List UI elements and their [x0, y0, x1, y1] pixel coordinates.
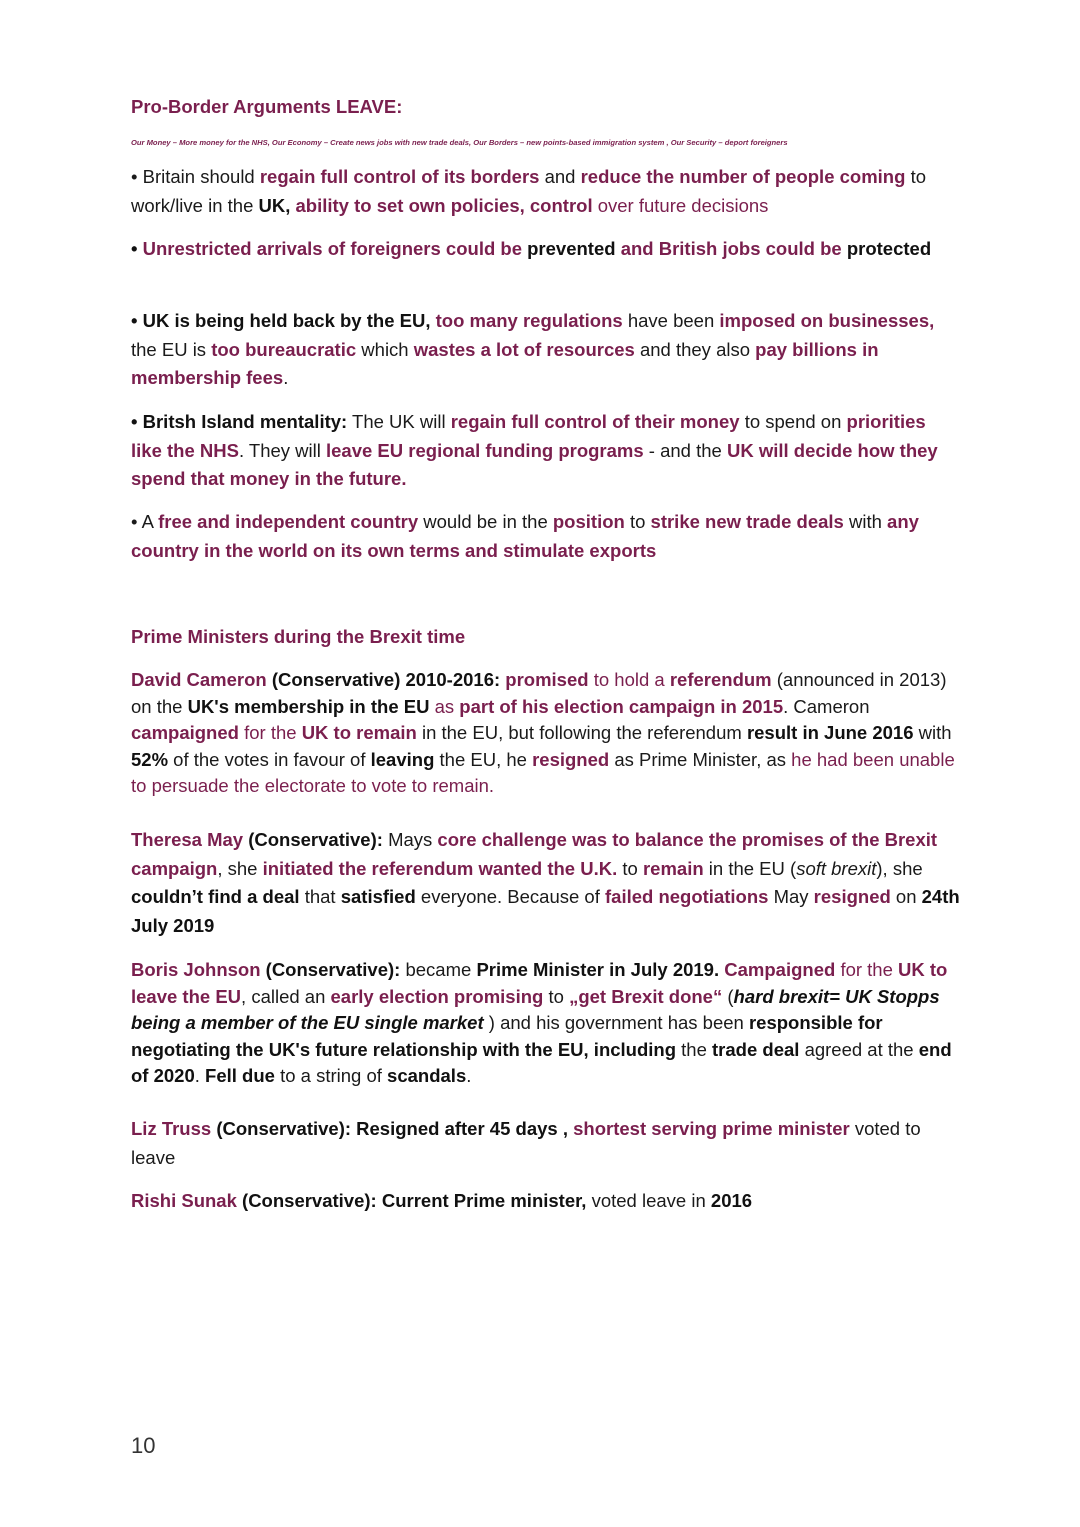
section-heading: Pro-Border Arguments LEAVE:: [131, 96, 403, 117]
slogan-line: Our Money – More money for the NHS, Our Economy – Create news jobs with new trade deals, Our Borders – new points-based immigration system , Our Security – deport foreigners: [131, 138, 788, 147]
bullet-2: • Unrestricted arrivals of foreigners could be prevented and British jobs could be protected: [131, 238, 932, 259]
may-paragraph: Theresa May (Conservative): Mays core challenge was to balance the promises of the Brexit campaign, she initiated the referendum wanted the U.K. to remain in the EU (soft brexit), she couldn’t find a deal that satisfied everyone. Because of failed negotiations May resigned on 24th July 2019: [131, 829, 960, 936]
pm-heading: Prime Ministers during the Brexit time: [131, 626, 466, 647]
bullet-3: • UK is being held back by the EU, too many regulations have been imposed on businesses, the EU is too bureaucratic which wastes a lot of resources and they also pay billions in membership fees.: [131, 310, 935, 388]
page-number: 10: [131, 1433, 156, 1458]
bullet-1: • Britain should regain full control of its borders and reduce the number of people coming to work/live in the UK, ability to set own policies, control over future decisions: [131, 166, 926, 216]
cameron-paragraph: David Cameron (Conservative) 2010-2016: promised to hold a referendum (announced in 2013) on the UK's membership in the EU as part of his election campaign in 2015. Cameron campaigned for the UK to remain in the EU, but following the referendum result in June 2016 with 52% of the votes in favour of leaving the EU, he resigned as Prime Minister, as he had been unable to persuade the electorate to vote to remain.: [131, 669, 955, 796]
sunak-paragraph: Rishi Sunak (Conservative): Current Prime minister, voted leave in 2016: [131, 1190, 753, 1211]
bullet-5: • A free and independent country would be in the position to strike new trade deals with any country in the world on its own terms and stimulate exports: [131, 511, 919, 561]
truss-paragraph: Liz Truss (Conservative): Resigned after 45 days , shortest serving prime minister voted to leave: [131, 1118, 921, 1168]
bullet-4: • Britsh Island mentality: The UK will regain full control of their money to spend on priorities like the NHS. They will leave EU regional funding programs - and the UK will decide how they spend that money in the future.: [131, 411, 938, 489]
johnson-paragraph: Boris Johnson (Conservative): became Prime Minister in July 2019. Campaigned for the UK to leave the EU, called an early election promising to „get Brexit done“ (hard brexit= UK Stopps being a member of the EU single market ) and his government has been responsible for negotiating the UK's future relationship with the EU, including the trade deal agreed at the end of 2020. Fell due to a string of scandals.: [131, 959, 952, 1086]
